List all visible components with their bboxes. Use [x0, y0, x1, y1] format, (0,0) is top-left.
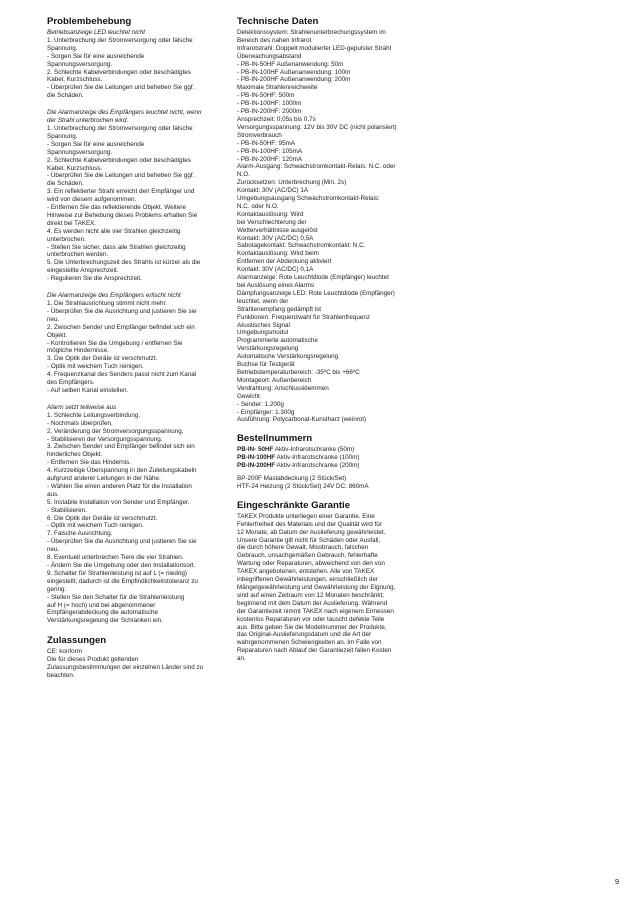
right-column	[237, 16, 437, 672]
order-desc: Aktiv-Infrarotschranke (50m)	[273, 446, 355, 454]
condition-heading: Alarm setzt teilweise aus	[47, 403, 117, 411]
spec-item: Maximale Strahlenreichweite - PB-IN-50HF: 500m - PB-IN-100HF: 1000m - PB-IN-200HF: 2000m	[237, 84, 318, 116]
condition-text: 1. Unterbrechung der Stromversorgung oder falsche Spannung. - Sorgen Sie für eine ausreichende Spannungsversorgung. 2. Schlechte Kabelverbindungen oder beschädigtes Kabel, Kurzschluss. - Überprüfen Sie die Leitungen und beheben Sie ggf. die Schäden.	[47, 36, 195, 100]
spec-item: Alarm-Ausgang: Schwachstromkontakt-Relais: N.C. oder N.O. Zurücksetzen: Unterbrechung (Min. 2s) Kontakt: 30V (AC/DC) 1A	[237, 163, 396, 195]
order-desc: Aktiv-Infrarotschranke (200m)	[275, 462, 360, 470]
order-desc: Aktiv-Infrarotschranke (100m)	[275, 454, 360, 462]
approvals-section	[47, 635, 243, 680]
spec-item: Gewicht - Sender: 1.200g - Empfänger: 1.300g	[237, 392, 295, 416]
warranty-title: Eingeschränkte Garantie	[237, 499, 351, 511]
order-code: PB-IN-100HF	[237, 454, 276, 462]
warranty-text: TAKEX Produkte unterliegen einer Garantie. Eine Fehlerfreiheit des Materials und der Qualität wird für 12 Monate, ab Datum der Auslieferung gewährleistet. Unsere Garantie gilt nicht für Schäden oder Ausfall, die durch höhere Gewalt, Missbrauch, falschen Gebrauch, unsachgemäßen Gebrauch, fehlerhafte Wartung oder Reparaturen, abweichend von den von TAKEX angebotenen, entstehen. Alle von TAKEX inbegriffenen Gewährleistungen, einschließlich der Mängelgewährleistung und Gewährleistung der Eignung, sind auf einen Zeitraum von 12 Monaten beschränkt; beginnend mit dem Datum der Auslieferung. Während der Garantiezeit nimmt TAKEX nach eigenem Ermessen kostenlos Reparaturen vor oder tauscht defekte Teile aus. Bitte geben Sie die Modellnummer der Produkte, das Original-Auslieferungsdatum und die Art der wahrgenommenen Schwierigkeiten an. Im Falle von Reparaturen nach Ablauf der Garantiezeit fallen Kosten an.	[237, 512, 396, 663]
accessory-item: HTF-24 Heizung (2 Stück/Set) 24V DC: 860mA	[237, 482, 369, 490]
spec-item: Infrarotstrahl: Doppelt modulierter LED-gepulster Strahl	[237, 44, 391, 52]
specs-section	[237, 16, 437, 424]
spec-item: Detektionssystem: Strahlenunterbrechungssystem im Bereich des nahen Infrarot	[237, 29, 386, 44]
order-numbers-section	[237, 433, 437, 491]
order-code: PB-IN- 50HF	[237, 446, 274, 454]
approvals-title: Zulassungen	[47, 635, 107, 647]
approvals-text: CE: konform Die für dieses Produkt geltenden Zulassungsbestimmungen der einzelnen Länder sind zu beachten.	[47, 648, 204, 679]
spec-item: Stromverbrauch - PB-IN-50HF: 95mA - PB-IN-100HF: 105mA - PB-IN-200HF: 120mA	[237, 131, 303, 163]
page-number: 9	[614, 877, 619, 886]
order-line	[237, 462, 437, 470]
spec-item: Verdrahtung: Anschlussklemmen	[237, 384, 329, 392]
condition-heading: Die Alarmanzeige des Empfängers leuchtet nicht, wenn der Strahl unterbrochen wird.	[47, 109, 202, 125]
condition-heading: Betriebsanzeige LED leuchtet nicht	[47, 29, 146, 36]
troubleshooting-title: Problembehebung	[47, 16, 132, 27]
spec-item: Sabotagekontakt: Schwachstromkontakt: N.C. Kontaktauslösung: Wird beim Entfernen der Abdeckung aktiviert Kontakt: 30V (AC/DC) 0,1A	[237, 242, 366, 274]
condition-text: 1. Die Strahlausrichtung stimmt nicht mehr. - Überprüfen Sie die Ausrichtung und justieren Sie sie neu. 2. Zwischen Sender und Empfänger befindet sich ein Objekt. - Kontrollieren Sie die Umgebung / entfernen Sie mögliche Hindernisse. 3. Die Optik der Geräte ist verschmutzt. - Optik mit weichem Tuch reinigen. 4. Frequenzkanal des Senders passt nicht zum Kanal des Empfängers. - Auf selben Kanal einstellen.	[47, 300, 197, 394]
spec-item: Überwachungsabstand - PB-IN-50HF Außenanwendung: 50m - PB-IN-100HF Außenanwendung: 100m - PB-IN-200HF Außenanwendung: 200m	[237, 52, 351, 84]
order-code: PB-IN-200HF	[237, 462, 276, 470]
order-numbers-title: Bestellnummern	[237, 433, 313, 445]
accessory-item: BP-200F Mastabdeckung (2 Stück/Set)	[237, 475, 347, 483]
condition-heading: Die Alarmanzeige des Empfängers erlischt nicht	[47, 292, 181, 300]
spec-item: Umgebungsausgang Schwachstromkontakt-Relais: N.C. oder N.O. Kontaktauslösung: Wird bei Verschlechterung der Wetterverhältnisse ausgelöst Kontakt: 30V (AC/DC) 0,5A	[237, 195, 380, 242]
specs-title: Technische Daten	[237, 16, 319, 27]
troubleshooting-section	[47, 16, 243, 625]
spec-item: Montageort: Außenbereich	[237, 376, 312, 384]
spec-item: Ansprechzeit: 0,05s bis 0,7s	[237, 115, 316, 123]
spec-item: Betriebstemperaturbereich: -35ºC bis +66ºC	[237, 368, 360, 376]
condition-text: 1. Schlechte Leitungsverbindung. - Nochmals überprüfen. 2. Veränderung der Stromversorgungsspannung. - Stabilisieren der Versorgungsspannung. 3. Zwischen Sender und Empfänger befindet sich ein hinderliches Objekt. - Entfernen Sie das Hindernis. 4. Kurzzeitige Überspannung in den Zuleitungskabeln aufgrund anderer Leitungen in der Nähe. - Wählen Sie einen anderen Platz für die Installation aus. 5. Instabile Installation von Sender und Empfänger. - Stabilisieren. 6. Die Optik der Geräte ist verschmutzt. - Optik mit weichem Tuch reinigen. 7. Falsche Ausrichtung. - Überprüfen Sie die Ausrichtung und justieren Sie sie neu. 8. Eventuell unterbrechen Tiere die vier Strahlen. - Ändern Sie die Umgebung oder den Installationsort. 9. Schalter für Strahlenleistung ist auf L (= niedrig) eingestellt; dadurch ist die Empfindlichkeitstoleranz zu gering. - Stellen Sie den Schalter für die Strahlenleistung auf H (= hoch) und bei abgenommener Empfängerabdeckung die automatische Verstärkungsregelung der Schranken ein.	[47, 411, 198, 625]
order-line	[237, 446, 437, 454]
condition-text: 1. Unterbrechung der Stromversorgung oder falsche Spannung. - Sorgen Sie für eine ausreichende Spannungsversorgung. 2. Schlechte Kabelverbindungen oder beschädigtes Kabel, Kurzschluss. - Überprüfen Sie die Leitungen und beheben Sie ggf. die Schäden. 3. Ein reflektierter Strahl erreicht den Empfänger und wird von diesem aufgenommen. - Entfernen Sie das reflektierende Objekt. Weitere Hinweise zur Behebung dieses Problems erhalten Sie direkt bei TAKEX. 4. Es werden nicht alle vier Strahlen gleichzeitig unterbrochen. - Stellen Sie sicher, dass alle Strahlen gleichzeitig unterbrochen werden. 5. Die Unterbrechungszeit des Strahls ist kürzer als die eingestellte Ansprechzeit. - Regulieren Sie die Ansprechzeit.	[47, 124, 201, 283]
warranty-section	[237, 500, 437, 663]
left-column	[47, 16, 243, 689]
order-line	[237, 454, 437, 462]
spec-item: Versorgungsspannung: 12V bis 30V DC (nicht polarisiert)	[237, 123, 397, 131]
spec-item: Dämpfungsanzeige LED: Rote Leuchtdiode (Empfänger) leuchtet, wenn der Strahlenempfang gedämpft ist	[237, 289, 395, 313]
spec-item: Funktionen: Frequenzwahl für Strahlenfrequenz Akustisches Signal Umgebungsmodul Programmierte automatische Verstärkungsregelung Automatische Verstärkungsregelung Buchse für Testgerät	[237, 313, 371, 369]
spec-item: Ausführung: Polycarbonat-Kunstharz (weinrot)	[237, 416, 367, 424]
spec-item: Alarmanzeige: Rote Leuchtdiode (Empfänger) leuchtet bei Auslösung eines Alarms	[237, 274, 389, 289]
